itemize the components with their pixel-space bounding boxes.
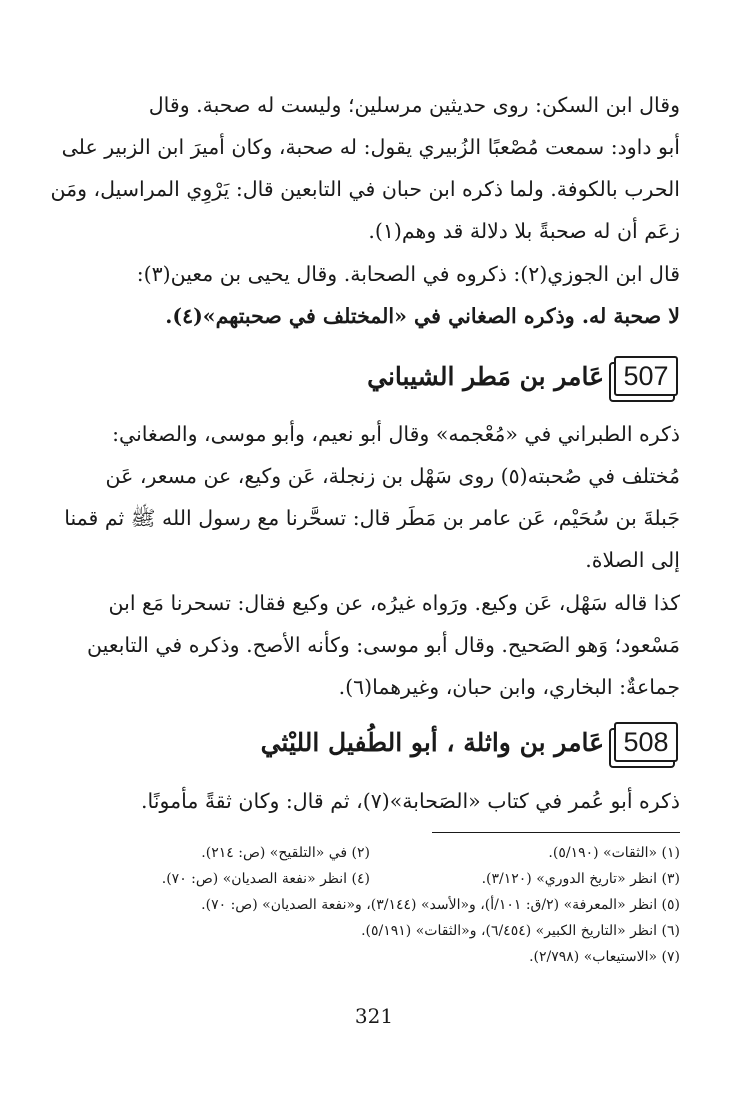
text-line: الحرب بالكوفة. ولما ذكره ابن حبان في التابعين قال: يَرْوِي المراسيل، ومَن	[50, 177, 680, 201]
footnote-6: (٦) انظر «التاريخ الكبير» (٦/٤٥٤)، و«الثقات» (٥/١٩١).	[361, 923, 680, 939]
entry-heading-508	[261, 716, 680, 768]
footnote-5: (٥) انظر «المعرفة» (٢/ق: ١٠١/أ)، و«الأسد» (٣/١٤٤)، و«نفعة الصديان» (ص: ٧٠).	[201, 897, 680, 913]
entry-number: 508	[614, 722, 678, 762]
text-line: مَسْعود؛ وَهو الصَحيح. وقال أبو موسى: وكأنه الأصح. وذكره في التابعين	[87, 633, 680, 657]
footnote-7: (٧) «الاستيعاب» (٢/٧٩٨).	[529, 949, 680, 965]
text-line: كذا قاله سَهْل، عَن وكيع. ورَواه غيرُه، عن وكيع فقال: تسحرنا مَع ابن	[108, 591, 680, 615]
entry-title: عَامر بن مَطر الشيباني	[367, 361, 604, 391]
text-line: زعَم أن له صحبةً بلا دلالة قد وهم(١).	[368, 219, 680, 243]
paragraph-entry-508	[68, 780, 680, 822]
text-line: ذكره الطبراني في «مُعْجمه» وقال أبو نعيم، وأبو موسى، والصغاني:	[112, 422, 680, 446]
entry-number: 507	[614, 356, 678, 396]
text-line: جماعةٌ: البخاري، وابن حبان، وغيرهما(٦).	[338, 675, 680, 699]
entry-number-box	[614, 356, 680, 396]
entry-heading-507	[367, 350, 680, 402]
text-line: أبو داود: سمعت مُصْعبًا الزُبيري يقول: له صحبة، وكان أميرَ ابن الزبير على	[61, 135, 680, 159]
page-number: 321	[354, 1004, 394, 1028]
text-line: ذكره أبو عُمر في كتاب «الصَحابة»(٧)، ثم قال: وكان ثقةً مأمونًا.	[141, 789, 680, 813]
footnote-separator	[432, 832, 680, 833]
text-line: قال ابن الجوزي(٢): ذكروه في الصحابة. وقال يحيى بن معين(٣):	[136, 262, 680, 286]
paragraph-entry-507	[64, 413, 680, 581]
text-line: مُختلف في صُحبته(٥) روى سَهْل بن زنجلة، عَن وكيع، عن مسعر، عَن	[105, 464, 680, 488]
footnote-3: (٣) انظر «تاريخ الدوري» (٣/١٢٠).	[481, 871, 680, 887]
footnote-1: (١) «الثقات» (٥/١٩٠).	[548, 845, 680, 861]
text-line: وقال ابن السكن: روى حديثين مرسلين؛ وليست له صحبة. وقال	[148, 93, 680, 117]
entry-title: عَامر بن واثلة ، أبو الطُفيل الليْثي	[260, 727, 604, 757]
text-line: جَبلةَ بن سُحَيْم، عَن عامر بن مَطَر قال: تسحَّرنا مع رسول الله ﷺ ثم قمنا	[64, 506, 680, 530]
footnote-2: (٢) في «التلقيح» (ص: ٢١٤).	[201, 845, 370, 861]
paragraph-commentary-507	[68, 582, 680, 708]
footnote-4: (٤) انظر «نفعة الصديان» (ص: ٧٠).	[161, 871, 370, 887]
paragraph-ibn-al-sakan	[50, 84, 680, 252]
text-line: لا صحبة له. وذكره الصغاني في «المختلف في صحبتهم»(٤).	[165, 304, 680, 328]
text-line: إلى الصلاة.	[585, 548, 680, 572]
entry-number-box	[614, 722, 680, 762]
paragraph-ibn-al-jawzi	[68, 253, 680, 337]
